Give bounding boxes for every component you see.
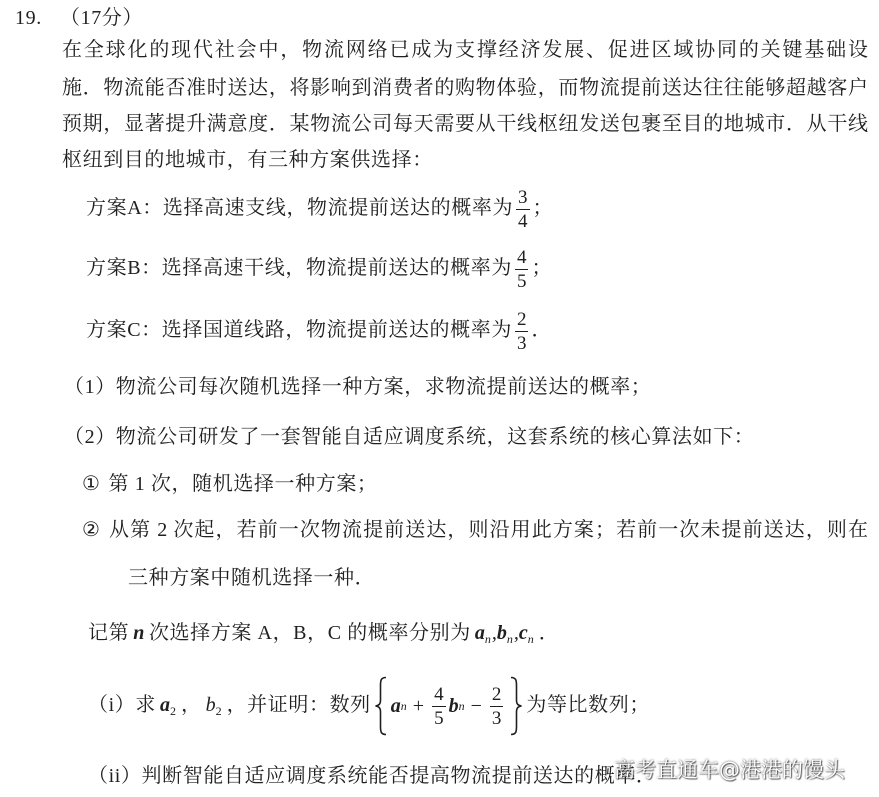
sub-question-ii: （ii）判断智能自适应调度系统能否提高物流提前送达的概率． [88, 765, 657, 787]
step-1-text: 第 1 次，随机选择一种方案； [108, 473, 378, 495]
sub-i-label: （i）求 [88, 694, 156, 716]
expression-body [388, 685, 510, 728]
plan-c-probability [515, 310, 529, 353]
plan-c-denominator: 3 [516, 332, 527, 354]
plan-c-numerator: 2 [516, 308, 527, 330]
intro-line-1: 在全球化的现代社会中，物流网络已成为支撑经济发展、促进区域协同的关键基础设 [62, 39, 868, 61]
part-1: （1）物流公司每次随机选择一种方案，求物流提前送达的概率； [64, 376, 652, 398]
sub-i-a2-sub: 2 [169, 704, 176, 718]
left-brace [374, 676, 388, 736]
seq-sep-1: , [491, 622, 497, 644]
sub-i-end: 为等比数列； [526, 694, 650, 716]
sub-i-prove: ，并证明：数列 [226, 694, 371, 716]
right-brace [509, 676, 523, 736]
expr-minus: − [470, 695, 482, 718]
plan-a-denominator: 4 [518, 210, 528, 232]
step-2-line-1 [82, 515, 868, 545]
step-2-text-1: 从第 2 次起，若前一次物流提前送达，则沿用此方案；若前一次未提前送达，则在 [109, 519, 868, 541]
expr-t2-sub: n [458, 699, 465, 714]
plan-a-numerator: 3 [518, 186, 528, 208]
expr-t1-base: a [390, 695, 401, 718]
seq-c-base: c [518, 622, 528, 644]
expr-frac-1-den: 5 [434, 707, 444, 729]
expr-frac-2 [490, 685, 504, 728]
plan-b-denominator: 5 [516, 270, 527, 292]
plan-c [86, 305, 552, 355]
notation-end: ． [538, 622, 560, 644]
expr-plus: + [412, 695, 425, 718]
seq-c-sub: n [527, 632, 534, 646]
intro-line-2: 施．物流能否准时送达，将影响到消费者的购物体验，而物流提前送达往往能够超越客户 [62, 77, 868, 99]
sub-i-comma: ， [180, 694, 202, 716]
plan-a [86, 183, 553, 233]
expr-frac-1-num: 4 [434, 683, 444, 705]
expr-frac-1 [432, 685, 446, 728]
plan-c-end: ． [531, 319, 553, 341]
plan-b-end: ； [531, 257, 553, 279]
seq-b-base: b [496, 622, 507, 644]
seq-a-sub: n [484, 632, 491, 646]
notation-before: 记第 [88, 622, 130, 644]
plan-c-text: 方案C：选择国道线路，物流提前送达的概率为 [86, 319, 512, 341]
notation-sequences [475, 622, 535, 644]
intro-line-3: 预期，显著提升满意度．某物流公司每天需要从干线枢纽发送包裹至目的地城市．从干线 [62, 113, 868, 135]
step-2-marker: ② [82, 519, 102, 541]
step-2-line-2: 三种方案中随机选择一种． [128, 567, 376, 589]
plan-b [86, 243, 552, 293]
intro-line-4: 枢纽到目的地城市，有三种方案供选择： [62, 149, 433, 171]
sub-i-a2 [160, 694, 177, 716]
seq-sep-2: , [513, 622, 519, 644]
notation-var-n: n [133, 622, 145, 644]
plan-a-probability [516, 188, 530, 231]
step-1 [82, 469, 378, 499]
plan-b-probability [515, 248, 529, 291]
plan-a-end: ； [532, 197, 554, 219]
expr-t1-sub: n [400, 699, 407, 714]
expr-frac-2-den: 3 [491, 707, 502, 729]
seq-b-sub: n [506, 632, 513, 646]
watermark: 高考直通车@港港的馒头 [614, 758, 845, 782]
expr-frac-2-num: 2 [491, 683, 502, 705]
sub-i-b2-sub: 2 [215, 704, 222, 718]
part-2: （2）物流公司研发了一套智能自适应调度系统，这套系统的核心算法如下： [64, 426, 755, 448]
sub-i-b2-base: b [205, 694, 216, 716]
plan-a-text: 方案A：选择高速支线，物流提前送达的概率为 [86, 197, 514, 219]
sub-i-a2-base: a [159, 694, 170, 716]
question-number: 19. [15, 7, 42, 29]
notation-line [88, 618, 559, 648]
notation-middle: 次选择方案 A，B，C 的概率分别为 [148, 622, 471, 644]
question-points: （17分） [60, 7, 143, 29]
plan-b-numerator: 4 [516, 246, 527, 268]
sub-question-i [88, 674, 650, 736]
step-1-marker: ① [82, 473, 101, 495]
plan-b-text: 方案B：选择高速干线，物流提前送达的概率为 [86, 257, 512, 279]
seq-a-base: a [474, 622, 485, 644]
expr-t2-base: b [448, 695, 459, 718]
sub-i-b2 [206, 694, 223, 716]
sequence-expression [374, 676, 524, 736]
